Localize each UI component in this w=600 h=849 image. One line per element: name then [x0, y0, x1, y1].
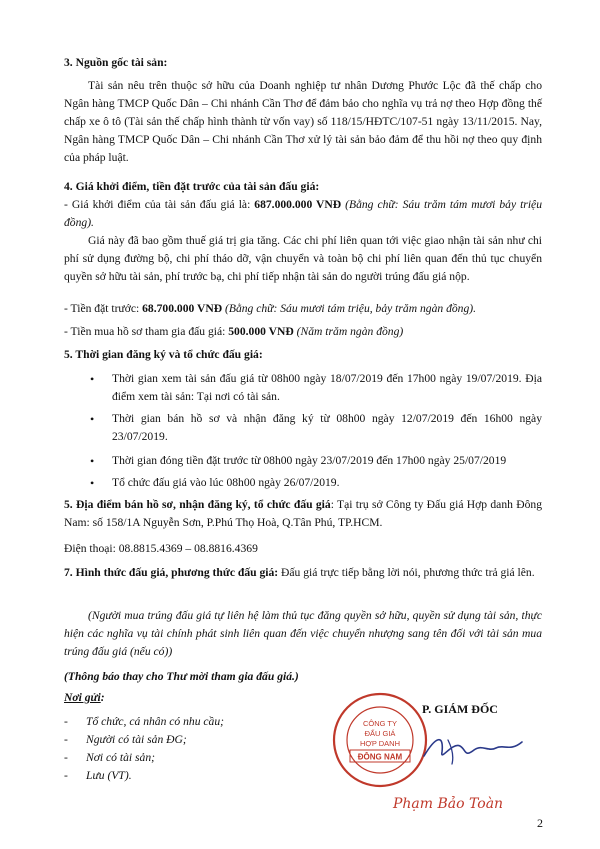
recipient-text: Nơi có tài sản;: [86, 751, 155, 764]
section-7-body: Đấu giá trực tiếp bằng lời nói, phương thức trả giá lên.: [278, 566, 535, 579]
schedule-item: [90, 370, 542, 406]
svg-text:CÔNG TY: CÔNG TY: [362, 719, 398, 728]
recipient-text: Tổ chức, cá nhân có nhu cầu;: [86, 715, 225, 728]
svg-text:ĐÔNG NAM: ĐÔNG NAM: [357, 752, 403, 762]
bullet-icon: •: [90, 412, 95, 426]
buyer-note: (Người mua trúng đấu giá tự liên hệ làm thủ tục đăng quyền sở hữu, quyền sử dụng tài sản, thực hiện các nghĩa vụ tài chính phát sinh liên quan đến việc chuyển nhượng sang tên đối với tài sản mua trúng đấu giá (nếu có)): [64, 609, 542, 658]
deposit-label: - Tiền đặt trước:: [64, 302, 143, 315]
page-number: 2: [537, 816, 543, 830]
recipients-heading-text: Nơi gửi: [64, 691, 101, 704]
recipient-item: - Tổ chức, cá nhân có nhu cầu;: [64, 715, 225, 728]
bullet-icon: •: [90, 454, 95, 468]
signer-title: P. GIÁM ĐỐC: [422, 702, 498, 716]
start-price-line: [64, 196, 542, 232]
section-6-body: : Tại trụ sở Công ty Đấu giá Hợp danh Đông Nam: số 158/1A Nguyễn Sơn, P.Phú Thọ Hoà, Q.Tân Phú, TP.HCM.: [64, 498, 542, 529]
recipient-item: - Người có tài sản ĐG;: [64, 733, 187, 746]
dossier-fee-words: (Năm trăm ngàn đồng): [293, 325, 404, 338]
recipient-text: Người có tài sản ĐG;: [86, 733, 187, 746]
section-7-paragraph: [64, 564, 542, 582]
section-5-heading: 5. Thời gian đăng ký và tổ chức đấu giá:: [64, 348, 263, 361]
tax-note: Giá này đã bao gồm thuế giá trị gia tăng. Các chi phí liên quan tới việc giao nhận tài sản như chi phí sử dụng đường bộ, chi phí tháo dỡ, vận chuyển và toàn bộ chi phí liên quan đến thủ tục chuyển quyền sở hữu tài sản, phí trước bạ, chi phí tiếp nhận tài sản do người trúng đấu giá nộp.: [64, 234, 542, 283]
recipient-text: Lưu (VT).: [86, 769, 132, 782]
svg-text:HỢP DANH: HỢP DANH: [359, 739, 401, 748]
bullet-icon: •: [90, 476, 95, 490]
dossier-fee-line: [64, 323, 542, 341]
schedule-text: Tổ chức đấu giá vào lúc 08h00 ngày 26/07/2019.: [112, 476, 340, 489]
section-7-heading: 7. Hình thức đấu giá, phương thức đấu giá:: [64, 566, 279, 579]
phone-line: Điện thoại: 08.8815.4369 – 08.8816.4369: [64, 542, 258, 555]
dossier-fee-label: - Tiền mua hồ sơ tham gia đấu giá:: [64, 325, 229, 338]
recipients-heading: Nơi gửi:: [64, 691, 105, 704]
section-3-body: Tài sản nêu trên thuộc sở hữu của Doanh nghiệp tư nhân Dương Phước Lộc đã thế chấp cho Ngân hàng TMCP Quốc Dân – Chi nhánh Cần Thơ để đảm bảo cho nghĩa vụ trả nợ theo Hợp đồng thế chấp xe ô tô (Tài sản thế chấp hình thành từ vốn vay) số 118/15/HĐTC/107-51 ngày 13/11/2015. Nay, Ngân hàng TMCP Quốc Dân – Chi nhánh Cần Thơ xử lý tài sản bảo đảm để thu hồi nợ theo quy định của pháp luật.: [64, 79, 542, 164]
handwritten-signature-icon: [418, 722, 528, 772]
schedule-text: Thời gian đóng tiền đặt trước từ 08h00 ngày 23/07/2019 đến 17h00 ngày 25/07/2019: [112, 454, 507, 467]
schedule-text: Thời gian bán hồ sơ và nhận đăng ký từ 08h00 ngày 12/07/2019 đến 16h00 ngày 23/07/2019.: [112, 412, 542, 443]
deposit-value: 68.700.000 VNĐ: [142, 302, 223, 315]
schedule-item: [90, 452, 542, 470]
dossier-fee-value: 500.000 VNĐ: [228, 325, 294, 338]
section-3-heading: 3. Nguồn gốc tài sản:: [64, 56, 168, 69]
deposit-words: (Bằng chữ: Sáu mươi tám triệu, bảy trăm ngàn đồng).: [222, 302, 477, 315]
schedule-text: Thời gian xem tài sản đấu giá từ 08h00 ngày 18/07/2019 đến 17h00 ngày 19/07/2019. Địa điểm xem tài sản: Tại nơi có tài sản.: [112, 372, 542, 403]
start-price-value: 687.000.000 VNĐ: [254, 198, 342, 211]
notice-line: (Thông báo thay cho Thư mời tham gia đấu giá.): [64, 670, 299, 683]
signer-name: Phạm Bảo Toàn: [393, 796, 504, 812]
start-price-words: (Bằng chữ: Sáu trăm tám mươi bảy triệu đồng).: [64, 198, 542, 229]
recipient-item: - Nơi có tài sản;: [64, 751, 155, 764]
deposit-line: [64, 300, 542, 318]
section-4-heading: 4. Giá khởi điểm, tiền đặt trước của tài sản đấu giá:: [64, 180, 320, 193]
schedule-item: [90, 410, 542, 446]
schedule-item: [90, 474, 542, 492]
section-6-paragraph: [64, 496, 542, 532]
bullet-icon: •: [90, 372, 95, 386]
section-6-heading: 5. Địa điểm bán hồ sơ, nhận đăng ký, tổ chức đấu giá: [64, 498, 331, 511]
svg-text:ĐẤU GIÁ: ĐẤU GIÁ: [364, 729, 396, 738]
start-price-label: - Giá khởi điểm của tài sản đấu giá là:: [64, 198, 255, 211]
recipient-item: - Lưu (VT).: [64, 769, 132, 782]
